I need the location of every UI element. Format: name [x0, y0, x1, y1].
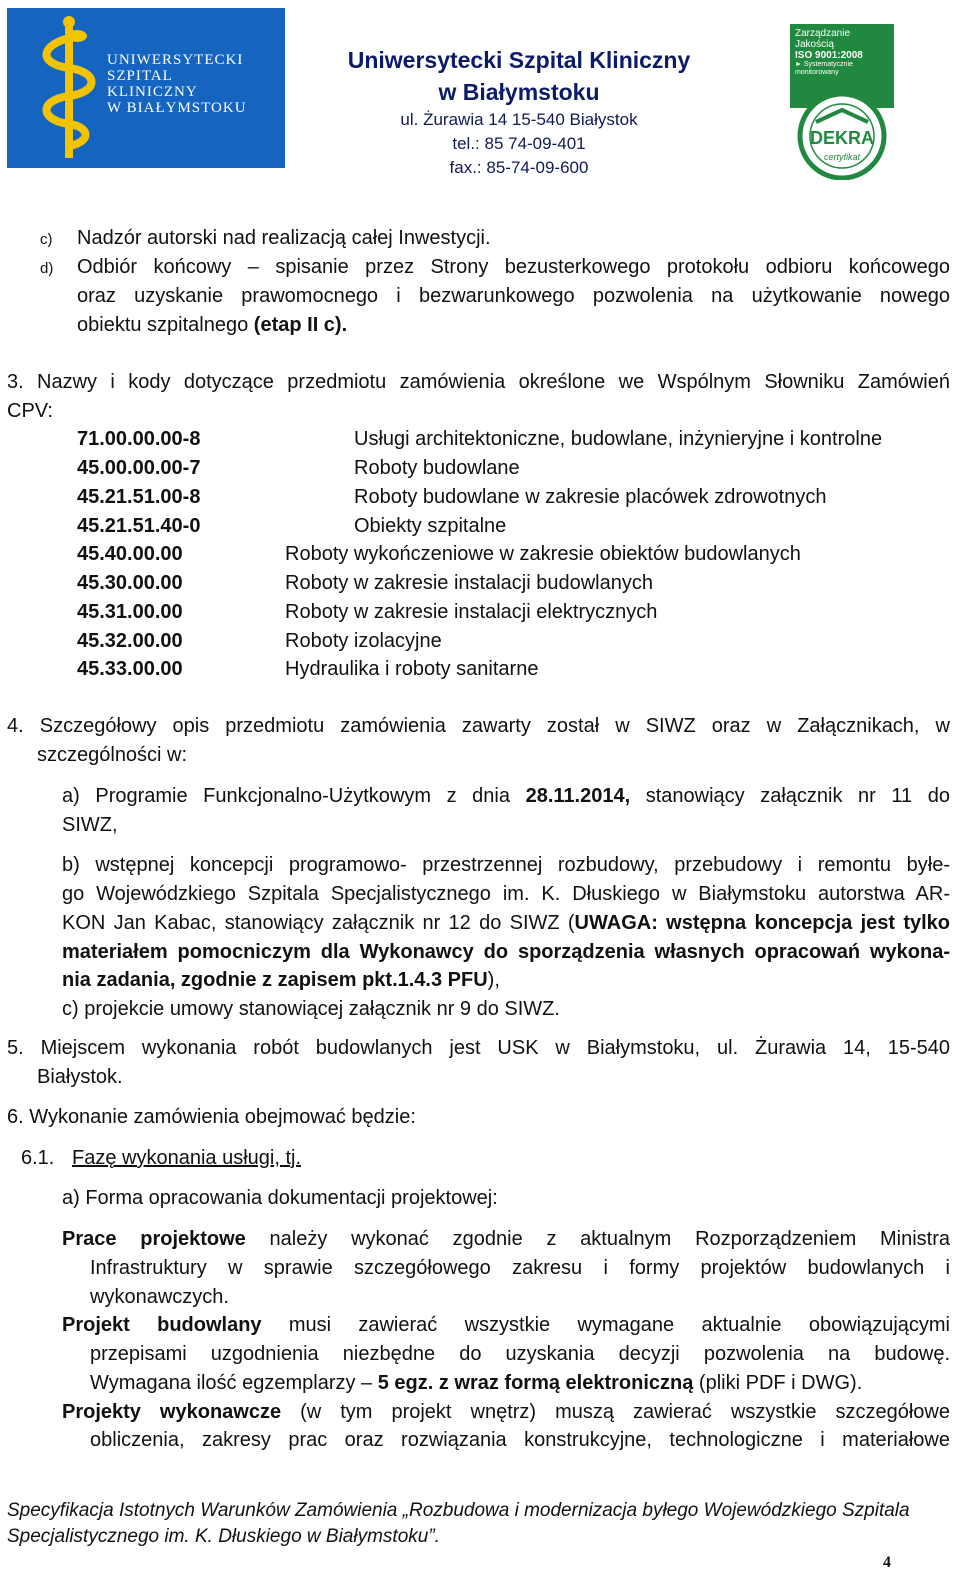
cpv-code: 45.21.51.00-8 [77, 486, 201, 508]
section6-1-title: Fazę wykonania usługi, tj. [72, 1147, 302, 1169]
hospital-fax: fax.: 85-74-09-600 [449, 158, 589, 177]
item-c-text: Nadzór autorski nad realizacją całej Inwestycji. [77, 227, 491, 249]
logo-text: UNIWERSYTECKI SZPITAL KLINICZNY W BIAŁYMSTOKU [107, 52, 247, 116]
prace-projektowe-line1: Prace projektowe należy wykonać zgodnie z aktualnym Rozporządzeniem Ministra [62, 1228, 951, 1250]
section6-heading: 6. Wykonanie zamówienia obejmować będzie: [7, 1106, 416, 1128]
item-d-label: d) [40, 260, 54, 277]
dekra-seal-icon [792, 92, 892, 180]
cpv-code: 45.40.00.00 [77, 543, 183, 565]
item-d-line1: Odbiór końcowy – spisanie przez Strony bezusterkowego protokołu odbioru końcowego [77, 256, 950, 278]
hospital-city: w Białymstoku [438, 79, 600, 105]
section5-text-cont: Białystok. [37, 1066, 123, 1088]
cpv-desc: Roboty budowlane [354, 457, 520, 479]
projekty-wykonawcze-line2: obliczenia, zakresy prac oraz rozwiązania konstrukcyjne, technologiczne i materiałowe [90, 1429, 950, 1451]
section4-item-b-line4: materiałem pomocniczym dla Wykonawcy do sporządzenia własnych opracowań wykona- [62, 941, 950, 963]
cpv-code: 45.33.00.00 [77, 658, 183, 680]
section4-item-b-line2: go Wojewódzkiego Szpitala Specjalistycznego im. K. Dłuskiego w Białymstoku autorstwa AR- [62, 883, 950, 905]
projekty-wykonawcze-line1: Projekty wykonawcze (w tym projekt wnętrz) muszą zawierać wszystkie szczegółowe [62, 1401, 950, 1423]
staff-of-asclepius-icon [29, 16, 109, 161]
page-number: 4 [883, 1554, 891, 1571]
hospital-name: Uniwersytecki Szpital Kliniczny [347, 47, 691, 73]
svg-text:certyfikat: certyfikat [823, 152, 861, 162]
hospital-address: ul. Żurawia 14 15-540 Białystok [400, 110, 638, 129]
section3-heading-cont: CPV: [7, 400, 53, 422]
section3-heading: 3. Nazwy i kody dotyczące przedmiotu zamówienia określone we Wspólnym Słowniku Zamówień [7, 371, 950, 393]
cpv-desc: Obiekty szpitalne [354, 515, 507, 537]
projekt-budowlany-line3: Wymagana ilość egzemplarzy – 5 egz. z wraz formą elektroniczną (pliki PDF i DWG). [90, 1372, 863, 1394]
header-address-block [290, 44, 748, 180]
cpv-desc: Roboty wykończeniowe w zakresie obiektów budowlanych [285, 543, 801, 565]
section4-item-a-line2: SIWZ, [62, 814, 118, 836]
projekt-budowlany-line2: przepisami uzgodnienia niezbędne do uzyskania decyzji pozwolenia na budowę. [90, 1343, 950, 1365]
cert-title: Zarządzanie Jakością [795, 28, 851, 50]
cpv-desc: Usługi architektoniczne, budowlane, inżynieryjne i kontrolne [354, 428, 883, 450]
cpv-code: 45.32.00.00 [77, 630, 183, 652]
prace-projektowe-line3: wykonawczych. [90, 1286, 229, 1308]
cpv-code: 45.31.00.00 [77, 601, 183, 623]
section4-item-a-line1: a) Programie Funkcjonalno-Użytkowym z dnia 28.11.2014, stanowiący załącznik nr 11 do [62, 785, 950, 807]
section4-item-c: c) projekcie umowy stanowiącej załącznik nr 9 do SIWZ. [62, 998, 560, 1020]
item-d-line2: oraz uzyskanie prawomocnego i bezwarunkowego pozwolenia na użytkowanie nowego [77, 285, 950, 307]
section6-1-item-a: a) Forma opracowania dokumentacji projektowej: [62, 1187, 498, 1209]
prace-projektowe-line2: Infrastruktury w sprawie szczegółowego zakresu i formy projektów budowlanych i [90, 1257, 950, 1279]
cert-iso: ISO 9001:2008 [795, 50, 863, 61]
cpv-desc: Hydraulika i roboty sanitarne [285, 658, 539, 680]
footer-line2: Specjalistycznego im. K. Dłuskiego w Białymstoku”. [7, 1526, 440, 1547]
footer-line1: Specyfikacja Istotnych Warunków Zamówienia „Rozbudowa i modernizacja byłego Wojewódzkiego Szpitala [7, 1500, 910, 1521]
hospital-logo [7, 8, 285, 168]
section4-heading-cont: szczególności w: [37, 744, 188, 766]
cpv-code: 45.30.00.00 [77, 572, 183, 594]
iso-certificate-badge [790, 24, 894, 182]
svg-text:DEKRA: DEKRA [809, 128, 875, 148]
projekt-budowlany-line1: Projekt budowlany musi zawierać wszystkie wymagane aktualnie obowiązującymi [62, 1314, 950, 1336]
section4-item-b-line3: KON Jan Kabac, stanowiący załącznik nr 12 do SIWZ (UWAGA: wstępna koncepcja jest tylko [62, 912, 950, 934]
cpv-desc: Roboty w zakresie instalacji budowlanych [285, 572, 653, 594]
hospital-phone: tel.: 85 74-09-401 [452, 134, 586, 153]
item-c-label: c) [40, 231, 53, 248]
cert-sub: ► Systematycznie monitorowany [795, 61, 853, 76]
section5-text: 5. Miejscem wykonania robót budowlanych jest USK w Białymstoku, ul. Żurawia 14, 15-540 [7, 1037, 950, 1059]
section4-heading: 4. Szczegółowy opis przedmiotu zamówienia zawarty został w SIWZ oraz w Załącznikach, w [7, 715, 950, 737]
section4-item-b-line1: b) wstępnej koncepcji programowo- przestrzennej rozbudowy, przebudowy i remontu byłe- [62, 854, 950, 876]
section4-item-b-line5: nia zadania, zgodnie z zapisem pkt.1.4.3 PFU), [62, 969, 500, 991]
cpv-desc: Roboty w zakresie instalacji elektrycznych [285, 601, 658, 623]
item-d-line3: obiektu szpitalnego (etap II c). [77, 314, 348, 336]
cpv-code: 71.00.00.00-8 [77, 428, 201, 450]
section6-1-number: 6.1. [21, 1147, 55, 1169]
cpv-code: 45.21.51.40-0 [77, 515, 201, 537]
cpv-desc: Roboty izolacyjne [285, 630, 442, 652]
cpv-desc: Roboty budowlane w zakresie placówek zdrowotnych [354, 486, 827, 508]
cpv-code: 45.00.00.00-7 [77, 457, 201, 479]
